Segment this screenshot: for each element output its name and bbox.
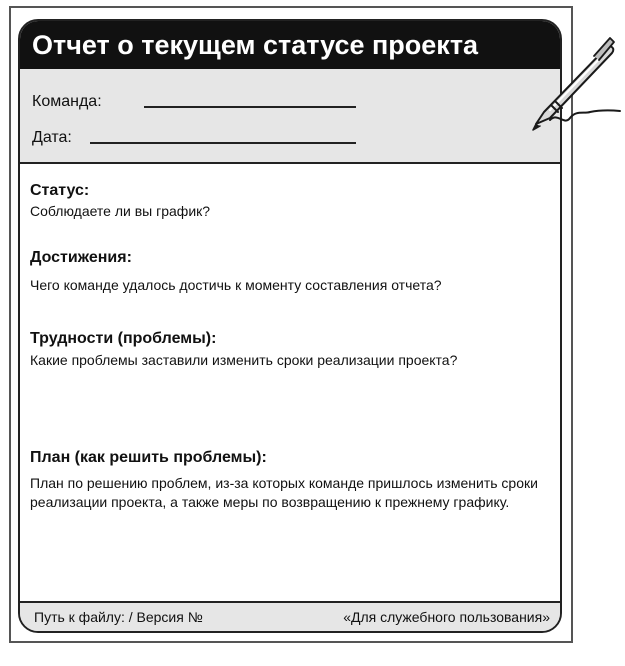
achievements-section [30,248,545,295]
pen-icon [528,34,623,134]
difficulties-section [30,329,545,370]
form-footer [20,601,560,631]
report-title: Отчет о текущем статусе проекта [20,21,560,69]
plan-prompt: План по решению проблем, из-за которых команде пришлось изменить сроки реализации проекта, а также меры по возвращению к прежнему графику. [30,475,538,510]
difficulties-heading: Трудности (проблемы): [30,330,217,347]
plan-section [30,448,545,512]
header-fields [20,69,560,164]
achievements-heading: Достижения: [30,249,132,266]
status-section [30,181,545,221]
confidential-label: «Для служебного пользования» [343,609,550,625]
report-form [18,19,562,633]
date-fill-line [90,142,356,144]
team-fill-line [144,106,356,108]
status-prompt: Соблюдаете ли вы график? [30,203,211,219]
difficulties-prompt: Какие проблемы заставили изменить сроки реализации проекта? [30,352,458,368]
achievements-prompt: Чего команде удалось достичь к моменту составления отчета? [30,277,442,293]
plan-heading: План (как решить проблемы): [30,449,267,466]
team-field-label: Команда: [32,93,102,110]
file-path-version-label: Путь к файлу: / Версия № [34,609,203,625]
date-field-label: Дата: [32,129,72,146]
status-heading: Статус: [30,182,90,199]
